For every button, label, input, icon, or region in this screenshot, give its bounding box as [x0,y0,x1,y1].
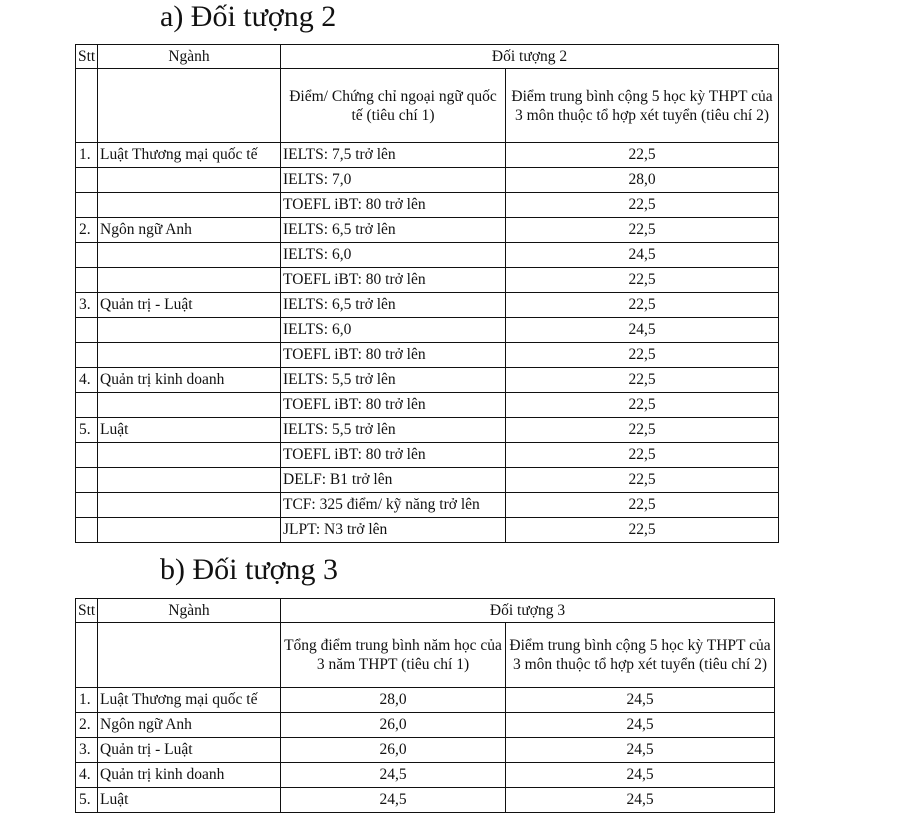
row-stt: 2. [76,713,98,738]
table-row [76,788,775,813]
row-nganh: Luật [98,418,281,443]
row-criterion-2: 24,5 [506,713,775,738]
table-row [76,193,779,218]
row-criterion-2: 24,5 [506,688,775,713]
row-nganh: Quản trị - Luật [98,738,281,763]
row-nganh [98,518,281,543]
row-criterion-2: 22,5 [506,193,779,218]
table-row [76,268,779,293]
row-stt [76,468,98,493]
row-nganh: Luật Thương mại quốc tế [98,143,281,168]
header-stt: Stt [76,599,98,623]
table-row [76,243,779,268]
table-row [76,343,779,368]
row-stt: 1. [76,688,98,713]
row-stt [76,493,98,518]
table-row [76,368,779,393]
row-stt [76,243,98,268]
row-nganh [98,268,281,293]
row-criterion-1: IELTS: 7,0 [281,168,506,193]
table-row [76,168,779,193]
header-nganh-blank [98,623,281,688]
header-criterion-1: Tổng điểm trung bình năm học của 3 năm THPT (tiêu chí 1) [281,623,506,688]
row-criterion-2: 22,5 [506,343,779,368]
row-criterion-1: TOEFL iBT: 80 trở lên [281,343,506,368]
row-criterion-2: 22,5 [506,418,779,443]
table-row [76,143,779,168]
row-criterion-1: TOEFL iBT: 80 trở lên [281,193,506,218]
table-doi-tuong-3 [75,598,775,813]
row-nganh [98,193,281,218]
row-criterion-1: DELF: B1 trở lên [281,468,506,493]
row-criterion-2: 22,5 [506,443,779,468]
table-row [76,468,779,493]
header-nganh: Ngành [98,599,281,623]
table-row [76,518,779,543]
header-nganh-blank [98,69,281,143]
header-criterion-2: Điểm trung bình cộng 5 học kỳ THPT của 3 môn thuộc tổ hợp xét tuyển (tiêu chí 2) [506,69,779,143]
row-nganh [98,443,281,468]
table-doi-tuong-2 [75,44,779,543]
header-nganh: Ngành [98,45,281,69]
row-criterion-1: 26,0 [281,713,506,738]
row-stt [76,393,98,418]
header-criterion-1: Điểm/ Chứng chỉ ngoại ngữ quốc tế (tiêu chí 1) [281,69,506,143]
table-row [76,318,779,343]
header-group: Đối tượng 2 [281,45,779,69]
row-nganh: Luật [98,788,281,813]
row-criterion-2: 24,5 [506,738,775,763]
table-row [76,443,779,468]
row-nganh [98,243,281,268]
row-nganh [98,318,281,343]
row-criterion-2: 24,5 [506,788,775,813]
row-nganh [98,468,281,493]
row-criterion-1: IELTS: 6,0 [281,318,506,343]
row-stt [76,193,98,218]
row-criterion-2: 22,5 [506,143,779,168]
row-nganh [98,493,281,518]
row-criterion-1: TCF: 325 điểm/ kỹ năng trở lên [281,493,506,518]
row-stt: 4. [76,763,98,788]
row-criterion-2: 22,5 [506,293,779,318]
table-row [76,393,779,418]
row-criterion-1: 28,0 [281,688,506,713]
table-row [76,218,779,243]
row-stt: 2. [76,218,98,243]
row-criterion-2: 22,5 [506,518,779,543]
row-criterion-2: 24,5 [506,763,775,788]
row-criterion-2: 24,5 [506,318,779,343]
row-criterion-1: 26,0 [281,738,506,763]
row-stt [76,443,98,468]
row-stt [76,343,98,368]
row-criterion-2: 22,5 [506,393,779,418]
row-stt: 5. [76,788,98,813]
row-stt [76,268,98,293]
table-row [76,713,775,738]
row-criterion-1: IELTS: 5,5 trở lên [281,368,506,393]
row-stt: 3. [76,738,98,763]
table-row [76,493,779,518]
header-stt: Stt [76,45,98,69]
row-criterion-2: 22,5 [506,268,779,293]
header-stt-blank [76,69,98,143]
row-criterion-2: 22,5 [506,493,779,518]
table-row [76,688,775,713]
row-stt: 1. [76,143,98,168]
row-criterion-2: 22,5 [506,468,779,493]
table-row [76,418,779,443]
row-criterion-2: 22,5 [506,368,779,393]
row-stt: 4. [76,368,98,393]
section-b-heading: b) Đối tượng 3 [160,553,338,586]
row-criterion-1: IELTS: 6,0 [281,243,506,268]
row-criterion-1: IELTS: 6,5 trở lên [281,293,506,318]
row-nganh: Quản trị - Luật [98,293,281,318]
section-a-heading: a) Đối tượng 2 [160,0,337,33]
row-criterion-1: IELTS: 7,5 trở lên [281,143,506,168]
row-criterion-1: JLPT: N3 trở lên [281,518,506,543]
row-nganh: Luật Thương mại quốc tế [98,688,281,713]
row-nganh: Quản trị kinh doanh [98,368,281,393]
row-stt [76,168,98,193]
row-criterion-2: 28,0 [506,168,779,193]
row-criterion-2: 22,5 [506,218,779,243]
table-row [76,293,779,318]
row-criterion-2: 24,5 [506,243,779,268]
row-nganh: Quản trị kinh doanh [98,763,281,788]
row-criterion-1: 24,5 [281,763,506,788]
table-row [76,763,775,788]
header-group: Đối tượng 3 [281,599,775,623]
header-stt-blank [76,623,98,688]
row-criterion-1: IELTS: 6,5 trở lên [281,218,506,243]
row-stt: 5. [76,418,98,443]
row-criterion-1: TOEFL iBT: 80 trở lên [281,393,506,418]
row-criterion-1: TOEFL iBT: 80 trở lên [281,443,506,468]
row-nganh [98,168,281,193]
row-criterion-1: IELTS: 5,5 trở lên [281,418,506,443]
row-criterion-1: 24,5 [281,788,506,813]
table-row [76,738,775,763]
row-nganh [98,343,281,368]
row-nganh: Ngôn ngữ Anh [98,218,281,243]
row-stt: 3. [76,293,98,318]
row-nganh [98,393,281,418]
row-stt [76,318,98,343]
row-stt [76,518,98,543]
row-criterion-1: TOEFL iBT: 80 trở lên [281,268,506,293]
header-criterion-2: Điểm trung bình cộng 5 học kỳ THPT của 3 môn thuộc tổ hợp xét tuyển (tiêu chí 2) [506,623,775,688]
row-nganh: Ngôn ngữ Anh [98,713,281,738]
